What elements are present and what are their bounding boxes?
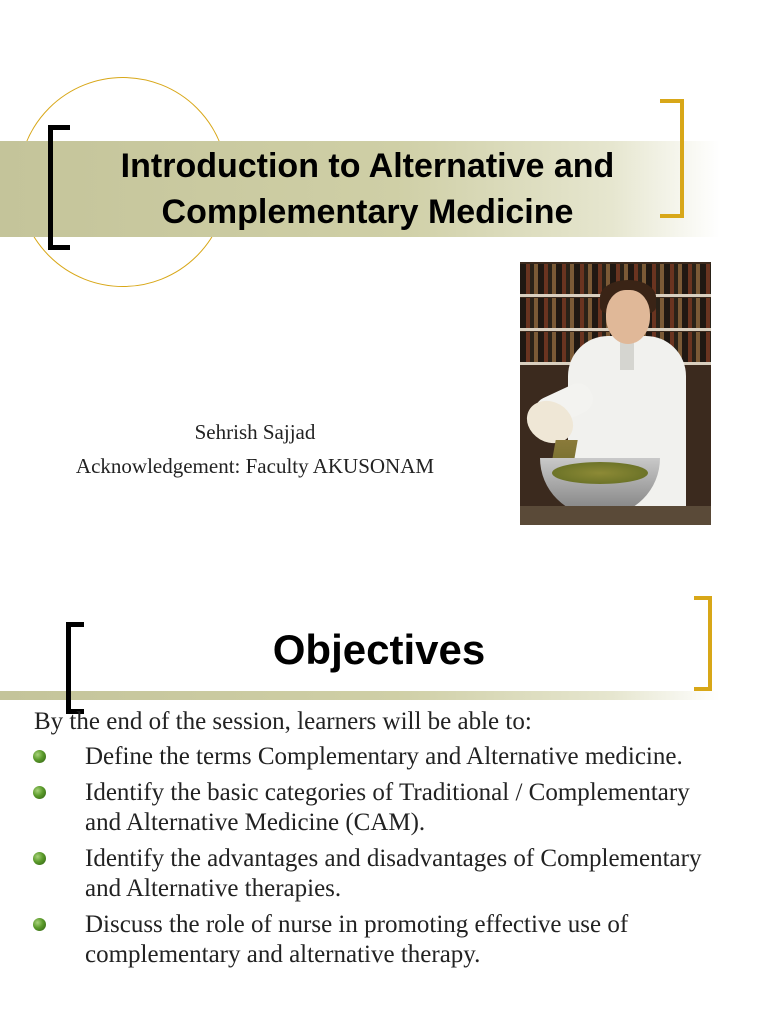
counter [520,506,711,525]
list-item [30,742,720,773]
face [606,290,650,344]
bullet-icon [33,918,46,931]
list-item [30,844,720,905]
right-bracket-icon [694,596,712,691]
objectives-slide [0,560,768,1024]
list-item [30,778,720,839]
list-item-text: Discuss the role of nurse in promoting effective use of complementary and alternative therapy. [85,910,629,968]
left-bracket-icon [48,125,70,250]
list-item-text: Identify the advantages and disadvantages of Complementary and Alternative therapies. [85,844,702,902]
author-name: Sehrish Sajjad [194,420,316,444]
coat-collar [620,340,634,370]
right-bracket-icon [660,99,684,218]
pharmacist-photo [520,262,711,525]
bullet-icon [33,786,46,799]
list-item-text: Identify the basic categories of Traditional / Complementary and Alternative Medicine (CAM). [85,778,690,836]
bullet-icon [33,750,46,763]
author-block [20,415,490,483]
list-item-text: Define the terms Complementary and Alternative medicine. [85,743,683,770]
slide-title: Introduction to Alternative and Complementary Medicine [120,147,615,231]
acknowledgement: Acknowledgement: Faculty AKUSONAM [75,454,435,478]
left-bracket-icon [66,622,84,714]
intro-text: By the end of the session, learners will be able to: [34,708,532,735]
objectives-list [30,742,720,976]
slide-title: Objectives [272,626,486,673]
herbs [552,462,648,484]
bullet-icon [33,852,46,865]
title-band [0,691,720,700]
list-item [30,910,720,971]
